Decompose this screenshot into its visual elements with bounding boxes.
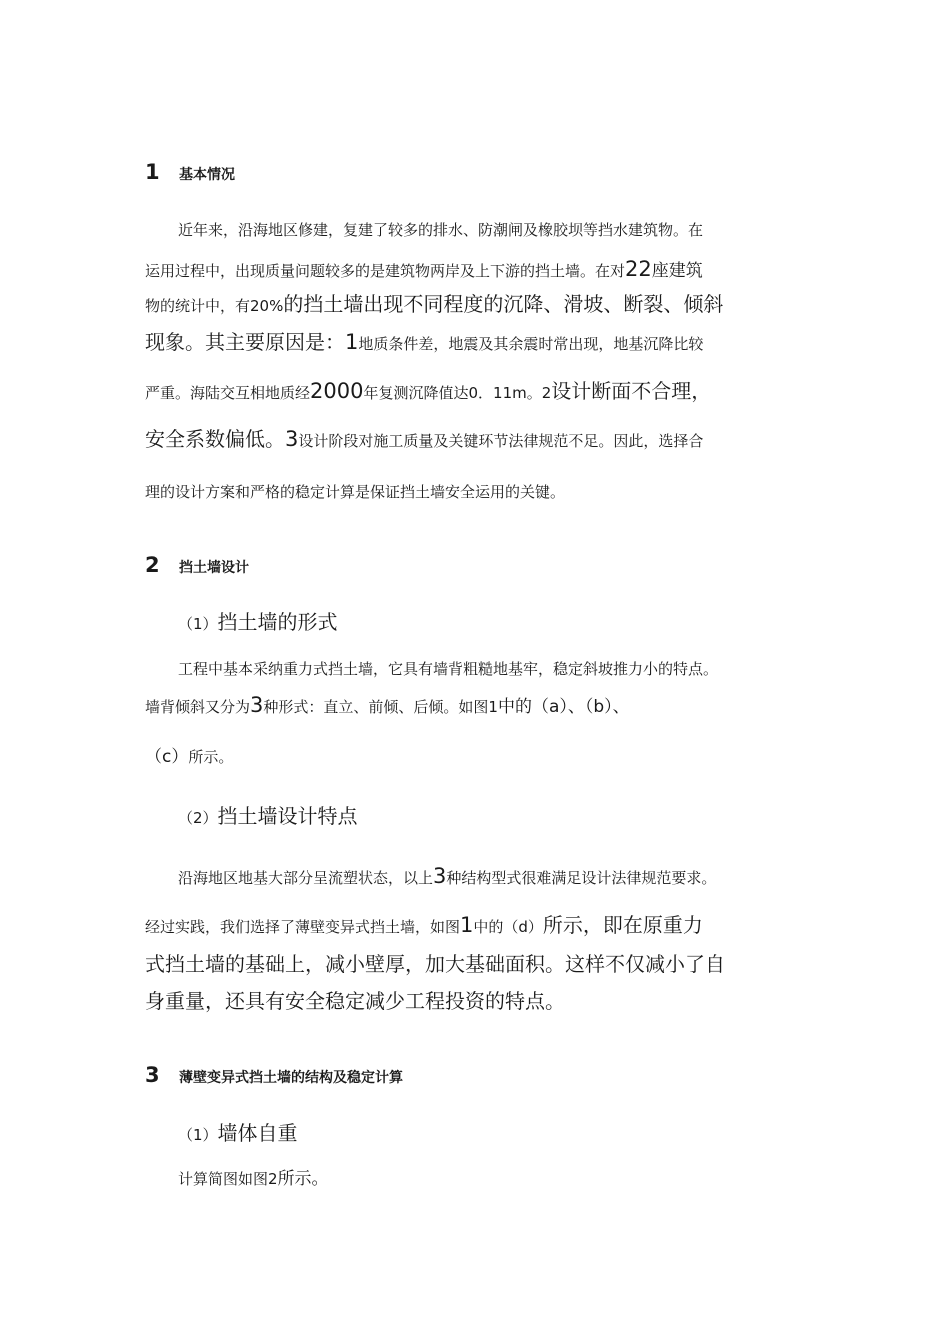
subsection-heading (178, 806, 358, 826)
text-run: 2000 (310, 379, 364, 403)
text-run: 墙背倾斜又分为 (145, 698, 251, 716)
text-run: 1 (345, 330, 359, 354)
subsection-title: 挡土墙设计特点 (217, 804, 358, 828)
text-run: 所示。 (277, 1169, 329, 1189)
subsection-title: 墙体自重 (217, 1121, 298, 1145)
paragraph-line (145, 915, 703, 936)
text-run: 3 (285, 427, 299, 451)
paragraph-line: 身重量，还具有安全稳定减少工程投资的特点。 (145, 989, 565, 1013)
text-run: 2 (541, 384, 552, 402)
text-run: 年复测沉降值达 (363, 384, 469, 402)
paragraph-line (178, 866, 716, 887)
paragraph-line: 近年来，沿海地区修建，复建了较多的排水、防潮闸及橡胶坝等挡水建筑物。在 (178, 221, 704, 239)
paragraph-line (145, 259, 703, 280)
paragraph-line: 式挡土墙的基础上，减小壁厚，加大基础面积。这样不仅减小了自 (145, 952, 725, 976)
paragraph-line (145, 294, 723, 314)
text-run: 所示。 (188, 748, 234, 766)
paragraph-line (145, 332, 703, 353)
subsection-number: （1） (178, 615, 218, 633)
text-run: 22 (625, 257, 652, 281)
paragraph-line (145, 749, 233, 766)
section-number: 1 (145, 160, 160, 184)
text-run: 中的（d） (473, 918, 543, 936)
text-run: （c） (145, 747, 189, 767)
text-run: 种形式：直立、前倾、后倾。如图 (263, 698, 489, 716)
text-run: 2 (268, 1170, 278, 1188)
text-run: 设计阶段对施工质量及关键环节法律规范不足。因此，选择合 (298, 432, 704, 450)
paragraph-line (145, 381, 711, 402)
section-title: 基本情况 (179, 167, 235, 183)
text-run: 座建筑 (651, 261, 703, 281)
section-1-heading (145, 160, 235, 184)
subsection-heading (178, 612, 338, 632)
subsection-heading (178, 1123, 298, 1143)
text-run: 沿海地区地基大部分呈流塑状态，以上 (178, 869, 434, 887)
text-run: 经过实践，我们选择了薄壁变异式挡土墙，如图 (145, 918, 461, 936)
text-run: 运用过程中，出现质量问题较多的是建筑物两岸及上下游的挡土墙。在对 (145, 262, 626, 280)
text-run: 3 (250, 693, 264, 717)
section-3-heading (145, 1063, 403, 1087)
text-run: 中的（a）、（b）、 (497, 697, 630, 717)
text-run: 严重。海陆交互相地质经 (145, 384, 311, 402)
text-run: 所示，即在原重力 (542, 913, 703, 937)
paragraph-line: 工程中基本采纳重力式挡土墙，它具有墙背粗糙地基牢，稳定斜坡推力小的特点。 (178, 660, 719, 678)
paragraph-line (145, 429, 703, 450)
section-2-heading (145, 553, 249, 577)
paragraph-line (178, 1171, 329, 1188)
section-number: 2 (145, 553, 160, 577)
paragraph-line: 理的设计方案和严格的稳定计算是保证挡土墙安全运用的关键。 (145, 483, 566, 501)
paragraph-line (145, 695, 630, 716)
text-run: 。 (526, 384, 542, 402)
subsection-number: （2） (178, 809, 218, 827)
text-run: 安全系数偏低。 (145, 427, 285, 451)
subsection-title: 挡土墙的形式 (217, 610, 338, 634)
text-run: 种结构型式很难满足设计法律规范要求。 (446, 869, 717, 887)
section-number: 3 (145, 1063, 160, 1087)
text-run: 设计断面不合理， (551, 379, 712, 403)
subsection-number: （1） (178, 1126, 218, 1144)
text-run: 的挡土墙出现不同程度的沉降、滑坡、断裂、倾斜 (283, 292, 724, 316)
text-run: 3 (433, 864, 447, 888)
text-run: 现象。其主要原因是： (145, 330, 345, 354)
text-run: 0．11m (468, 384, 527, 402)
text-run: 物的统计中，有 (145, 297, 251, 315)
text-run: 计算简图如图 (178, 1170, 269, 1188)
section-title: 薄壁变异式挡土墙的结构及稳定计算 (179, 1070, 403, 1086)
text-run: 地质条件差，地震及其余震时常出现，地基沉降比较 (358, 335, 704, 353)
text-run: 20% (250, 297, 284, 315)
section-title: 挡土墙设计 (179, 560, 249, 576)
text-run: 1 (488, 698, 498, 716)
text-run: 1 (460, 913, 474, 937)
